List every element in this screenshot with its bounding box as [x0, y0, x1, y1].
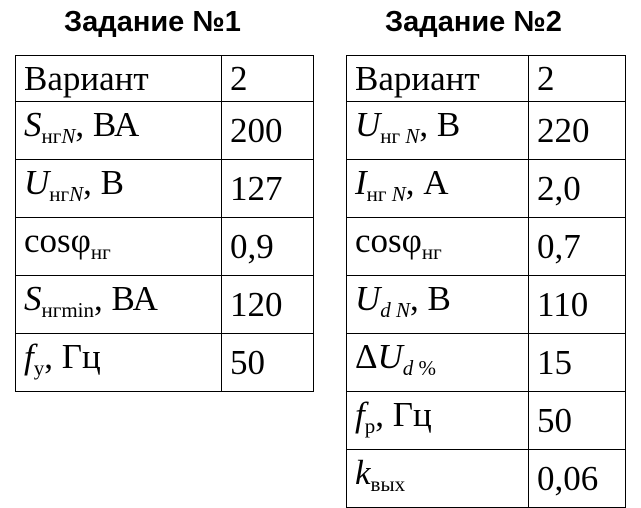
- param-cell: [16, 218, 222, 276]
- table-row: [347, 334, 626, 392]
- param-unit: , В: [83, 163, 125, 202]
- table-row: [16, 160, 314, 218]
- param-symbol: S: [24, 279, 42, 318]
- param-subscript: р: [364, 414, 376, 438]
- value-cell: 50: [529, 392, 626, 450]
- task2-title: Задание №2: [385, 6, 562, 38]
- param-symbol: f: [355, 395, 365, 434]
- param-cell: [347, 334, 529, 392]
- param-symbol: cosφ: [24, 221, 91, 260]
- table-row: [16, 218, 314, 276]
- value-header: 2: [529, 56, 626, 102]
- value-cell: 127: [222, 160, 314, 218]
- param-cell: [16, 160, 222, 218]
- value-cell: 0,9: [222, 218, 314, 276]
- param-symbol: I: [355, 163, 367, 202]
- param-subscript: нг N: [366, 182, 406, 206]
- param-symbol: cosφ: [355, 221, 422, 260]
- value-cell: 110: [529, 276, 626, 334]
- task1-table: [15, 55, 314, 392]
- param-unit: , А: [405, 163, 449, 202]
- table-row: [347, 160, 626, 218]
- param-symbol: f: [24, 337, 34, 376]
- value-cell: 220: [529, 102, 626, 160]
- table-header-row: [16, 56, 314, 102]
- param-unit: , В: [419, 105, 461, 144]
- param-symbol: S: [24, 105, 42, 144]
- param-subscript: d %: [402, 356, 437, 380]
- value-cell: 2,0: [529, 160, 626, 218]
- task1-title: Задание №1: [64, 6, 241, 38]
- value-cell: 15: [529, 334, 626, 392]
- param-symbol: U: [355, 279, 381, 318]
- param-subscript: вых: [370, 472, 406, 496]
- table-row: [347, 218, 626, 276]
- value-cell: 200: [222, 102, 314, 160]
- table-header-row: [347, 56, 626, 102]
- param-cell: [347, 392, 529, 450]
- param-symbol: k: [355, 453, 371, 492]
- table-row: [16, 276, 314, 334]
- param-unit: , ВА: [75, 105, 140, 144]
- param-cell: [16, 276, 222, 334]
- param-subscript: нг N: [380, 124, 420, 148]
- table-row: [347, 276, 626, 334]
- param-symbol: ΔU: [355, 337, 403, 376]
- table-row: [16, 334, 314, 392]
- param-cell: [347, 160, 529, 218]
- param-unit: , ВА: [94, 279, 158, 318]
- param-subscript: нг: [421, 240, 442, 264]
- param-header: Вариант: [16, 56, 222, 102]
- value-header: 2: [222, 56, 314, 102]
- param-subscript: нгmin: [41, 298, 95, 322]
- param-subscript: d N: [380, 298, 411, 322]
- param-symbol: U: [355, 105, 381, 144]
- param-cell: [16, 334, 222, 392]
- param-cell: [347, 218, 529, 276]
- table-row: [16, 102, 314, 160]
- table-row: [347, 450, 626, 508]
- param-unit: , В: [410, 279, 451, 318]
- table-row: [347, 102, 626, 160]
- param-cell: [347, 102, 529, 160]
- param-cell: [347, 276, 529, 334]
- value-cell: 0,06: [529, 450, 626, 508]
- param-subscript: нг: [90, 240, 111, 264]
- param-unit: , Гц: [375, 395, 432, 434]
- value-cell: 120: [222, 276, 314, 334]
- param-cell: [16, 102, 222, 160]
- param-unit: , Гц: [44, 337, 101, 376]
- task2-table: [346, 55, 626, 508]
- param-subscript: у: [33, 356, 45, 380]
- param-cell: [347, 450, 529, 508]
- value-cell: 0,7: [529, 218, 626, 276]
- param-subscript: нгN: [49, 182, 84, 206]
- value-cell: 50: [222, 334, 314, 392]
- param-header: Вариант: [347, 56, 529, 102]
- table-row: [347, 392, 626, 450]
- param-subscript: нгN: [41, 124, 76, 148]
- param-symbol: U: [24, 163, 50, 202]
